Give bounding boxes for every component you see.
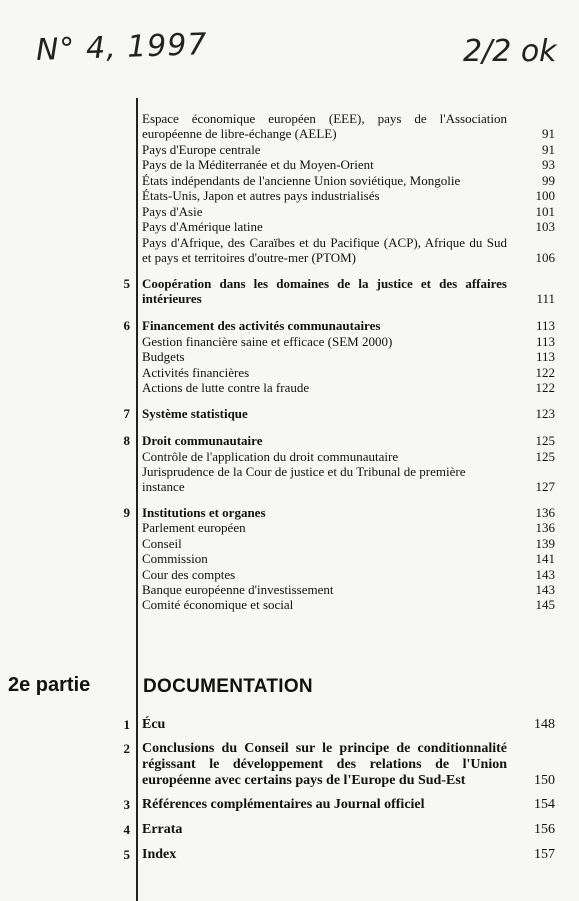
toc-entry: Cour des comptes 143	[142, 567, 555, 582]
section-number: 5	[123, 276, 130, 291]
section-number: 5	[123, 847, 130, 862]
section-number: 1	[123, 717, 130, 732]
section-heading: Références complémentaires au Journal officiel 154	[142, 797, 555, 812]
section-number: 2	[123, 741, 130, 756]
toc-entry: États-Unis, Japon et autres pays industrialisés 100	[142, 188, 555, 203]
section-heading: Financement des activités communautaires 113	[142, 318, 555, 333]
toc-entry: Banque européenne d'investissement 143	[142, 582, 555, 597]
toc-entry: Gestion financière saine et efficace (SEM 2000) 113	[142, 334, 555, 349]
toc-entry: Pays d'Europe centrale 91	[142, 142, 555, 157]
toc-entry: Commission 141	[142, 551, 555, 566]
toc-entry: Conseil 139	[142, 536, 555, 551]
section-heading: Conclusions du Conseil sur le principe de conditionnalité régissant le développement des relations de l'Union européenne avec certains pays de l'Europe du Sud-Est 150	[142, 741, 555, 788]
toc-entry: Activités financières 122	[142, 365, 555, 380]
toc-entry: Jurisprudence de la Cour de justice et du Tribunal de première instance 127	[142, 464, 555, 494]
section-heading: Institutions et organes 136	[142, 505, 555, 520]
toc-entry: Actions de lutte contre la fraude 122	[142, 380, 555, 395]
toc-entry: Parlement européen 136	[142, 520, 555, 535]
section-heading: Écu 148	[142, 717, 555, 732]
section-number: 8	[123, 433, 130, 448]
section-number: 7	[123, 406, 130, 421]
section-heading: Droit communautaire 125	[142, 433, 555, 448]
margin-rule	[136, 98, 138, 901]
section-heading: Errata 156	[142, 822, 555, 837]
toc-entry: Pays d'Afrique, des Caraïbes et du Pacifique (ACP), Afrique du Sud et pays et territoires d'outre-mer (PTOM) 106	[142, 235, 555, 265]
section-heading: Système statistique 123	[142, 406, 555, 421]
part-title: DOCUMENTATION	[143, 676, 313, 697]
handwritten-issue-note: N° 4, 1997	[35, 27, 209, 68]
toc-entry: Comité économique et social 145	[142, 597, 555, 612]
toc-entry: Pays d'Asie 101	[142, 204, 555, 219]
section-number: 9	[123, 505, 130, 520]
toc-entry: Pays d'Amérique latine 103	[142, 219, 555, 234]
part-label: 2e partie	[8, 674, 91, 696]
toc-entry: Contrôle de l'application du droit communautaire 125	[142, 449, 555, 464]
section-number: 3	[123, 797, 130, 812]
section-number: 6	[123, 318, 130, 333]
section-number: 4	[123, 822, 130, 837]
toc-entry: Pays de la Méditerranée et du Moyen-Orient 93	[142, 157, 555, 172]
toc-entry: Budgets 113	[142, 349, 555, 364]
toc-entry: Espace économique européen (EEE), pays de l'Association européenne de libre-échange (AELE) 91	[142, 111, 555, 141]
toc-entry: États indépendants de l'ancienne Union soviétique, Mongolie 99	[142, 173, 555, 188]
section-heading: Index 157	[142, 847, 555, 862]
handwritten-check-note: 2/2 ok	[463, 34, 557, 69]
section-heading: Coopération dans les domaines de la justice et des affaires intérieures 111	[142, 276, 555, 306]
